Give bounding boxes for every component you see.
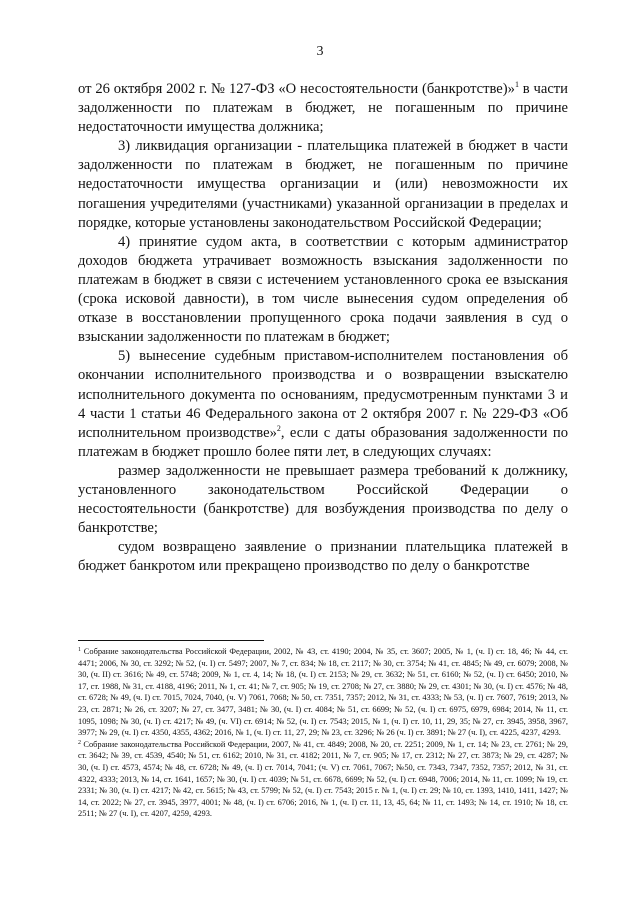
paragraph-text: в части задолженности по платежам в бюджет, не погашенным по причине недостаточности имущества должника; xyxy=(78,81,568,136)
paragraph-text: от 26 октября 2002 г. № 127-ФЗ «О несостоятельности (банкротстве)» xyxy=(78,81,515,97)
footnote-mark: 2 xyxy=(78,739,81,746)
paragraph-case-debt-size xyxy=(78,462,568,538)
footnote-reference: 2 xyxy=(276,423,281,433)
paragraph-text: судом возвращено заявление о признании плательщика платежей в бюджет банкротом или прекращено производство по делу о банкротстве xyxy=(78,539,568,575)
paragraph-text: 4) принятие судом акта, в соответствии с которым администратор доходов бюджета утрачивает возможность взыскания задолженности по платежам в бюджет в связи с истечением установленного срока ее взыскания (срока исковой давности), в том числе вынесения судом определения об отказе в восстановлении пропущенного срока подачи заявления в суд о взыскании задолженности по платежам в бюджет; xyxy=(78,233,568,346)
page-number: 3 xyxy=(316,44,324,59)
paragraph-item-4 xyxy=(78,233,568,348)
paragraph-text: 5) вынесение судебным приставом-исполнителем постановления об окончании исполнительного производства и о возвращении взыскателю исполнительного документа по основаниям, предусмотренным пунктами 3 и 4 части 1 статьи 46 Федерального закона от 2 октября 2007 г. № 229-ФЗ «Об исполнительном производстве» xyxy=(78,348,568,441)
document-body xyxy=(78,80,568,576)
footnote-mark: 1 xyxy=(78,647,81,653)
footnote-text: Собрание законодательства Российской Федерации, 2002, № 43, ст. 4190; 2004, № 35, ст. 3607; 2005, № 1, (ч. I) ст. 18, 46; № 44, ст. 4471; 2006, № 30, ст. 3292; № 52, (ч. I) ст. 5497; 2007, № 7, ст. 834; № 18, ст. 2117; № 30, ст. 3754; № 41, ст. 4845; № 49, ст. 6079; 2008, № 30, (ч. II) ст. 3616; № 49, ст. 5748; 2009, № 1, ст. 4, 14; № 18, (ч. I) ст. 2153; № 29, ст. 3632; № 51, ст. 6160; № 52, (ч. I) ст. 6450; 2010, № 17, ст. 1988, № 31, ст. 4188, 4196; 2011, № 1, ст. 41; № 7, ст. 905; № 19, ст. 2708; № 27, ст. 3880; № 29, ст. 4301; № 30, (ч. I) ст. 4576; № 48, ст. 6728; № 49, (ч. I) ст. 7015, 7024, 7040, (ч. V) 7061, 7068; № 50, ст. 7351, 7357; 2012, № 31, ст. 4333; № 53, (ч. I) ст. 7607, 7619; 2013, № 23, ст. 2871; № 26, ст. 3207; № 27, ст. 3477, 3481; № 30, (ч. I) ст. 4084; № 51, ст. 6699; № 52, (ч. I) ст. 6975, 6979, 6984; 2014, № 11, ст. 1095, 1098; № 30, (ч. I) ст. 4217; № 49, (ч. VI) ст. 6914; № 52, (ч. I) ст. 7543; 2015, № 1, (ч. I) ст. 10, 11, 29, 35; № 27, ст. 3945, 3958, 3967, 3977; № 29, (ч. I) ст. 4350, 4355, 4362; 2016, № 1, (ч. I) ст. 11, 27, 29; № 23, ст. 3296; № 26 (ч. I) ст. 3891; № 27 (ч. I), ст. 4225, 4237, 4293. xyxy=(78,647,568,738)
paragraph-text: размер задолженности не превышает размера требований к должнику, установленного законодательством Российской Федерации о несостоятельности (банкротстве) для возбуждения производства по делу о банкротстве; xyxy=(78,462,568,537)
paragraph-case-court-returned xyxy=(78,538,568,576)
paragraph-continuation xyxy=(78,80,568,137)
paragraph-item-3 xyxy=(78,137,568,232)
paragraph-text: 3) ликвидация организации - плательщика платежей в бюджет в части задолженности по платежам в бюджет, не погашенным по причине недостаточности имущества организации и (или) невозможности их погашения учредителями (участниками) указанной организации в пределах и порядке, которые установлены законодательством Российской Федерации; xyxy=(78,138,568,231)
footnote-reference: 1 xyxy=(514,80,519,89)
footnote-divider xyxy=(78,640,264,641)
paragraph-item-5 xyxy=(78,347,568,462)
footnote-text: Собрание законодательства Российской Федерации, 2007, № 41, ст. 4849; 2008, № 20, ст. 2251; 2009, № 1, ст. 14; № 23, ст. 2761; № 29, ст. 3642; № 39, ст. 4539, 4540; № 51, ст. 6162; 2010, № 31, ст. 4182; 2011, № 7, ст. 905; № 17, ст. 2312; № 27, ст. 3873; № 29, ст. 4287; № 30, (ч. I) ст. 4573, 4574; № 48, ст. 6728; № 49, (ч. I) ст. 7014, 7041; (ч. V) ст. 7061, 7067; №50, ст. 7343, 7347, 7352, 7357; 2012, № 31, ст. 4322, 4333; 2013, № 14, ст. 1641, 1657; № 30, (ч. I) ст. 4039; № 51, ст. 6678, 6699; № 52, (ч. I) ст. 6948, 7006; 2014, № 11, ст. 1099; № 19, ст. 2331; № 30, (ч. I) ст. 4217; № 42, ст. 5615; № 43, ст. 5799; № 52, (ч. I) ст. 7543; 2015 г. № 1, (ч. I) ст. 29; № 10, ст. 1393, 1410, 1411, 1427; № 14, ст. 2022; № 27, ст. 3945, 3977, 4001; № 48, (ч. I) ст. 6706; 2016, № 1, (ч. I) ст. 11, 13, 45, 64; № 11, ст. 1493; № 14, ст. 1910; № 18, ст. 2511; № 27 (ч. I), ст. 4207, 4259, 4293. xyxy=(78,739,568,819)
footnote-1 xyxy=(78,646,568,739)
footnote-2 xyxy=(78,739,568,820)
paragraph-text: , если с даты образования задолженности по платежам в бюджет прошло более пяти лет, в следующих случаях: xyxy=(78,424,568,460)
footnotes-section xyxy=(78,646,568,820)
